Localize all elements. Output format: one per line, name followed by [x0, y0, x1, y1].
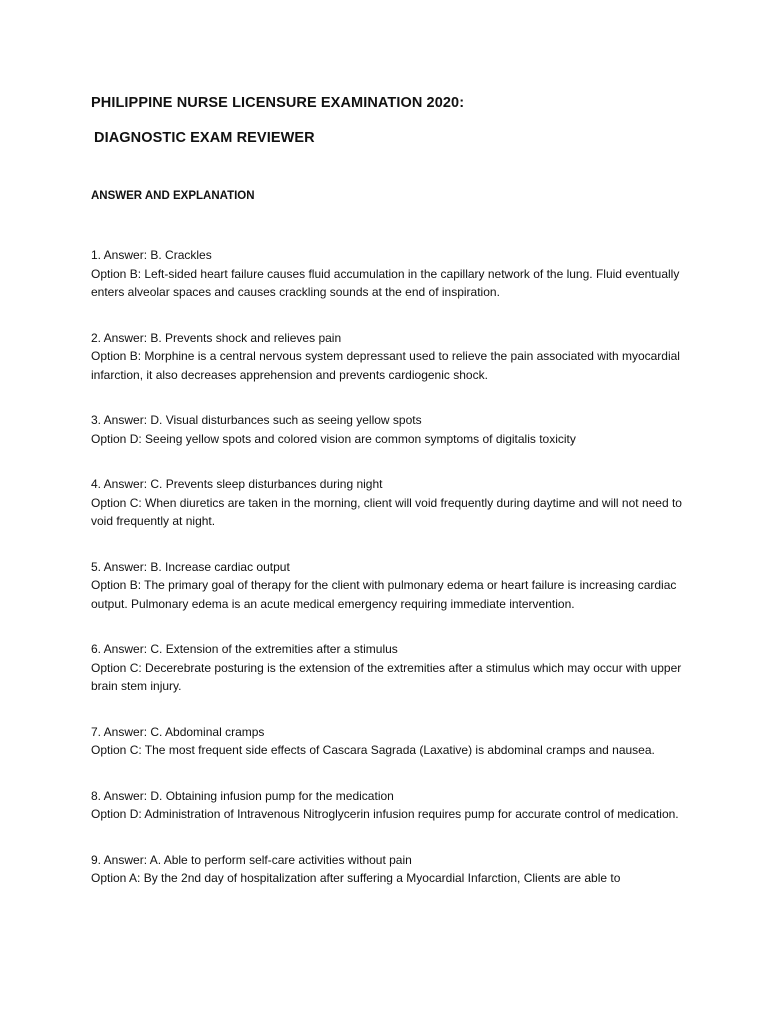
explanation-text: Option A: By the 2nd day of hospitalization after suffering a Myocardial Infarction, Clients are able to: [91, 871, 621, 885]
answer-line: 9. Answer: A. Able to perform self-care activities without pain: [91, 852, 412, 867]
answer-list: [91, 246, 691, 915]
answer-item-2: [91, 329, 691, 385]
answer-line: 3. Answer: D. Visual disturbances such as seeing yellow spots: [91, 413, 422, 427]
answer-item-7: [91, 723, 691, 760]
answer-item-5: [91, 558, 691, 614]
answer-line: 4. Answer: C. Prevents sleep disturbances during night: [91, 477, 383, 491]
answer-line: 6. Answer: C. Extension of the extremities after a stimulus: [91, 642, 398, 656]
explanation-text: Option B: The primary goal of therapy for the client with pulmonary edema or heart failure is increasing cardiac output. Pulmonary edema is an acute medical emergency requiring immediate intervention.: [91, 578, 677, 611]
answer-line: 7. Answer: C. Abdominal cramps: [91, 724, 265, 739]
answer-item-1: [91, 246, 691, 302]
explanation-text: Option C: When diuretics are taken in the morning, client will void frequently during daytime and will not need to void frequently at night.: [91, 495, 682, 528]
answer-line: 5. Answer: B. Increase cardiac output: [91, 559, 290, 574]
answer-item-8: [91, 787, 691, 824]
answer-line: 1. Answer: B. Crackles: [91, 248, 212, 262]
document-title: PHILIPPINE NURSE LICENSURE EXAMINATION 2020:: [91, 95, 465, 111]
answer-line: 8. Answer: D. Obtaining infusion pump for the medication: [91, 788, 394, 803]
explanation-text: Option B: Morphine is a central nervous system depressant used to relieve the pain associated with myocardial infarction, it also decreases apprehension and prevents cardiogenic shock.: [91, 349, 680, 382]
section-heading: ANSWER AND EXPLANATION: [91, 190, 255, 202]
explanation-text: Option B: Left-sided heart failure causes fluid accumulation in the capillary network of the lung. Fluid eventually enters alveolar spaces and causes crackling sounds at the end of inspiration.: [91, 266, 680, 299]
answer-item-4: [91, 475, 691, 531]
answer-line: 2. Answer: B. Prevents shock and relieves pain: [91, 330, 342, 345]
explanation-text: Option C: The most frequent side effects of Cascara Sagrada (Laxative) is abdominal cramps and nausea.: [91, 743, 655, 757]
answer-item-6: [91, 640, 691, 696]
explanation-text: Option D: Administration of Intravenous Nitroglycerin infusion requires pump for accurate control of medication.: [91, 807, 679, 821]
answer-item-9: [91, 851, 691, 888]
explanation-text: Option C: Decerebrate posturing is the extension of the extremities after a stimulus which may occur with upper brain stem injury.: [91, 660, 682, 693]
document-subtitle: DIAGNOSTIC EXAM REVIEWER: [94, 130, 315, 146]
explanation-text: Option D: Seeing yellow spots and colored vision are common symptoms of digitalis toxicity: [91, 431, 576, 446]
answer-item-3: [91, 411, 691, 448]
